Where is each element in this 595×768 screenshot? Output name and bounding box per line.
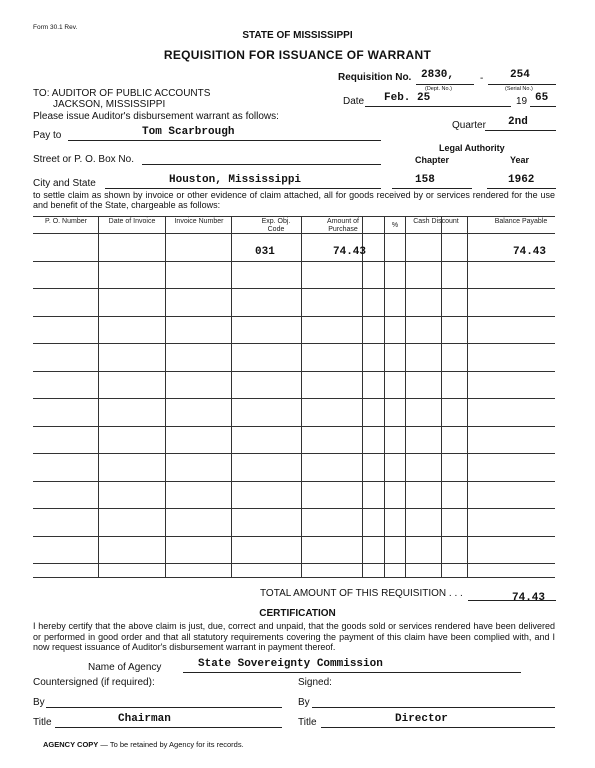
table-row-line <box>33 261 555 262</box>
col-divider <box>405 216 406 578</box>
header-percent: % <box>391 222 399 229</box>
header-exp-obj-code: Exp. Obj. Code <box>261 218 291 233</box>
city-value: Houston, Mississippi <box>169 174 302 186</box>
city-label: City and State <box>33 178 96 189</box>
chapter-value: 158 <box>415 174 435 186</box>
title-right-line <box>321 727 555 728</box>
line-items-table <box>33 216 555 578</box>
dept-no-caption: (Dept. No.) <box>425 86 452 92</box>
col-divider <box>362 216 363 578</box>
agency-label: Name of Agency <box>88 662 162 673</box>
to-line3: Please issue Auditor's disbursement warrant as follows: <box>33 111 279 122</box>
total-label: TOTAL AMOUNT OF THIS REQUISITION . . . <box>260 588 463 599</box>
serial-no-caption: (Serial No.) <box>505 86 533 92</box>
date-value: Feb. 25 <box>384 92 431 104</box>
date-line <box>365 106 511 107</box>
row1-amount: 74.43 <box>333 246 367 258</box>
by-left-line <box>46 707 282 708</box>
title-right-label: Title <box>298 717 317 728</box>
table-row-line <box>33 453 555 454</box>
row1-balance: 74.43 <box>513 246 547 258</box>
table-row-line <box>33 426 555 427</box>
chapter-line <box>392 188 472 189</box>
table-row-line <box>33 316 555 317</box>
pay-to-label: Pay to <box>33 130 62 141</box>
legal-authority-heading: Legal Authority <box>439 143 505 153</box>
date-year-value: 65 <box>535 92 549 104</box>
header-cash-discount: Cash Discount <box>413 218 459 225</box>
countersigned-label: Countersigned (if required): <box>33 677 155 688</box>
header-balance-payable: Balance Payable <box>494 218 548 225</box>
col-divider <box>441 216 442 578</box>
form-number: Form 30.1 Rev. <box>33 24 78 31</box>
year-line <box>487 188 556 189</box>
requisition-label: Requisition No. <box>338 72 412 83</box>
quarter-value: 2nd <box>508 116 528 128</box>
quarter-line <box>485 130 556 131</box>
pay-to-value: Tom Scarbrough <box>142 126 235 138</box>
table-row-line <box>33 563 555 564</box>
row1-exp-code: 031 <box>255 246 275 258</box>
total-value: 74.43 <box>512 592 546 604</box>
to-line1: TO: AUDITOR OF PUBLIC ACCOUNTS <box>33 88 211 99</box>
state-title: STATE OF MISSISSIPPI <box>242 30 353 41</box>
header-date-of-invoice: Date of Invoice <box>108 218 156 225</box>
col-divider <box>165 216 166 578</box>
header-amount-of-purchase: Amount of Purchase <box>327 218 359 233</box>
agency-line <box>183 672 521 673</box>
to-line2: JACKSON, MISSISSIPPI <box>53 99 166 110</box>
legal-authority-chapter: Chapter <box>415 155 450 165</box>
serial-no-value: 254 <box>510 69 530 81</box>
col-divider <box>98 216 99 578</box>
serial-no-line <box>488 84 556 85</box>
requisition-dash: - <box>480 73 484 84</box>
footer <box>43 740 244 749</box>
header-po-number: P. O. Number <box>45 218 87 225</box>
title-left-line <box>55 727 282 728</box>
table-row-line <box>33 343 555 344</box>
by-left-label: By <box>33 697 45 708</box>
table-row-line <box>33 481 555 482</box>
title-right-value: Director <box>395 713 448 725</box>
col-divider <box>301 216 302 578</box>
date-label: Date <box>343 96 365 107</box>
date-year-line <box>530 106 556 107</box>
form-title: REQUISITION FOR ISSUANCE OF WARRANT <box>163 48 432 62</box>
date-year-prefix: 19 <box>516 96 528 107</box>
legal-authority-year: Year <box>510 155 530 165</box>
table-row-line <box>33 288 555 289</box>
dept-no-value: 2830, <box>421 69 455 81</box>
col-divider <box>384 216 385 578</box>
header-invoice-number: Invoice Number <box>174 218 224 225</box>
street-label: Street or P. O. Box No. <box>33 154 134 165</box>
quarter-label: Quarter <box>452 120 486 131</box>
col-divider <box>231 216 232 578</box>
certification-heading: CERTIFICATION <box>259 608 336 619</box>
by-right-line <box>312 707 555 708</box>
settle-text: to settle claim as shown by invoice or other evidence of claim attached, all for goods received by or services rendered for the use and benefit of the State, chargeable as follows: <box>33 190 555 210</box>
signed-label: Signed: <box>298 677 332 688</box>
city-line <box>105 188 381 189</box>
footer-rest: — To be retained by Agency for its records. <box>100 740 244 749</box>
footer-bold: AGENCY COPY <box>43 740 99 749</box>
dept-no-line <box>416 84 474 85</box>
col-divider <box>467 216 468 578</box>
title-left-value: Chairman <box>118 713 171 725</box>
table-row-line <box>33 371 555 372</box>
table-row-line <box>33 233 555 234</box>
year-value: 1962 <box>508 174 535 186</box>
agency-value: State Sovereignty Commission <box>198 658 383 670</box>
by-right-label: By <box>298 697 310 708</box>
table-bottom-border <box>33 577 555 578</box>
pay-to-line <box>68 140 381 141</box>
table-top-border <box>33 216 555 217</box>
title-left-label: Title <box>33 717 52 728</box>
table-row-line <box>33 508 555 509</box>
certification-text: I hereby certify that the above claim is just, due, correct and unpaid, that the goods sold or services rendered have been delivered or performed in good order and that all statutory requirements covering the payment of this claim have been complied with, and I now request issuance of Auditor's disbursement warrant in payment thereof. <box>33 621 555 652</box>
street-line <box>142 164 381 165</box>
table-row-line <box>33 536 555 537</box>
table-row-line <box>33 398 555 399</box>
